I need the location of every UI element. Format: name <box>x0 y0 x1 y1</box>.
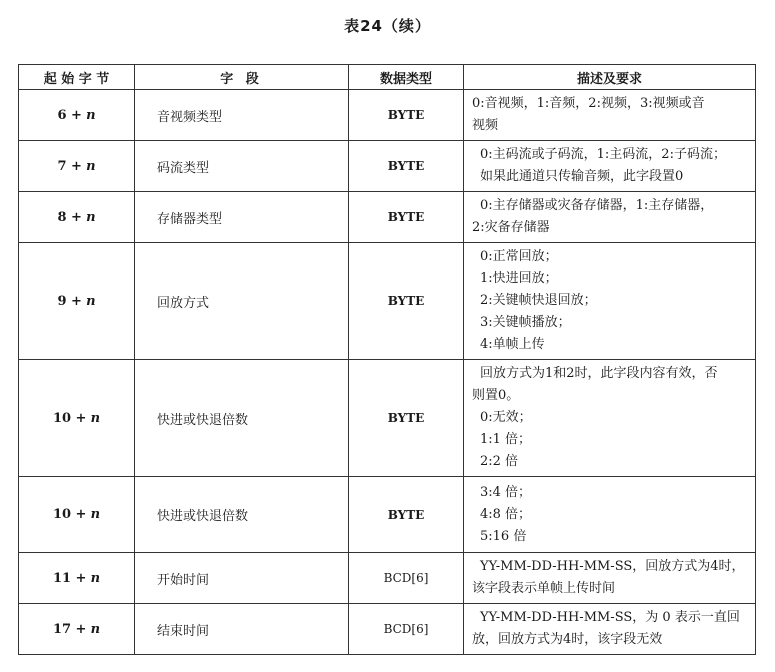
offset-var: n <box>90 507 101 522</box>
desc-cell <box>464 604 756 655</box>
table-row <box>19 192 756 243</box>
offset-var: n <box>86 209 96 225</box>
type-cell: BYTE <box>349 90 464 141</box>
desc-line: 如果此通道只传输音频，此字段置0 <box>480 169 684 184</box>
offset-base: 8 + <box>57 209 82 225</box>
field-cell: 音视频类型 <box>135 90 349 141</box>
desc-cell <box>464 90 756 141</box>
offset-var: n <box>86 158 96 174</box>
desc-line: 0:主存储器或灾备存储器，1:主存储器， <box>480 198 714 213</box>
desc-line: 5:16 倍 <box>480 528 527 544</box>
desc-line: YY-MM-DD-HH-MM-SS，回放方式为4时， <box>480 559 745 574</box>
offset-var: n <box>90 570 101 586</box>
offset-cell <box>19 553 135 604</box>
header-row <box>19 65 756 90</box>
table-row <box>19 141 756 192</box>
field-cell: 存储器类型 <box>135 192 349 243</box>
type-cell: BYTE <box>349 360 464 477</box>
desc-cell <box>464 192 756 243</box>
offset-var: n <box>90 621 101 637</box>
offset-cell <box>19 90 135 141</box>
table-row <box>19 90 756 141</box>
table-row <box>19 243 756 360</box>
type-cell: BYTE <box>349 243 464 360</box>
field-cell: 快进或快退倍数 <box>135 477 349 553</box>
field-cell: 回放方式 <box>135 243 349 360</box>
desc-line: 1:1 倍； <box>480 432 532 447</box>
offset-base: 17 + <box>52 621 87 637</box>
desc-line: 0:无效； <box>480 410 532 425</box>
field-cell: 快进或快退倍数 <box>135 360 349 477</box>
offset-cell <box>19 604 135 655</box>
desc-line: 1:快进回放； <box>480 271 558 286</box>
desc-line: 4:8 倍； <box>480 506 532 522</box>
offset-base: 10 + <box>52 507 87 522</box>
offset-base: 9 + <box>57 293 82 309</box>
table-row <box>19 360 756 477</box>
type-cell: BYTE <box>349 141 464 192</box>
offset-base: 6 + <box>57 107 82 123</box>
desc-line: 2:关键帧快退回放； <box>480 293 597 308</box>
desc-line: 回放方式为1和2时，此字段内容有效，否 <box>480 366 718 381</box>
offset-cell <box>19 477 135 553</box>
desc-line: 该字段表示单帧上传时间 <box>472 581 616 596</box>
desc-line: 4:单帧上传 <box>480 337 545 352</box>
desc-cell <box>464 553 756 604</box>
desc-line: 2:2 倍 <box>480 454 519 469</box>
offset-cell <box>19 243 135 360</box>
desc-line: YY-MM-DD-HH-MM-SS，为 0 表示一直回 <box>480 610 740 625</box>
desc-line: 放，回放方式为4时，该字段无效 <box>472 632 663 647</box>
offset-cell <box>19 192 135 243</box>
desc-line: 0:音视频，1:音频，2:视频，3:视频或音 <box>472 96 705 111</box>
offset-var: n <box>86 107 96 123</box>
desc-line: 2:灾备存储器 <box>472 220 550 235</box>
table-title: 表24（续） <box>344 17 431 35</box>
table-row <box>19 477 756 553</box>
desc-line: 3:4 倍； <box>480 484 532 500</box>
offset-base: 11 + <box>52 570 87 586</box>
type-cell: BYTE <box>349 192 464 243</box>
desc-line: 3:关键帧播放； <box>480 315 571 330</box>
header-type: 数据类型 <box>349 65 464 90</box>
field-cell: 码流类型 <box>135 141 349 192</box>
type-cell: BYTE <box>349 477 464 553</box>
header-field: 字 段 <box>135 65 349 90</box>
desc-cell <box>464 477 756 553</box>
offset-base: 10 + <box>52 410 87 426</box>
field-cell: 结束时间 <box>135 604 349 655</box>
offset-base: 7 + <box>57 158 82 174</box>
desc-line: 视频 <box>472 118 499 133</box>
desc-cell <box>464 141 756 192</box>
offset-cell <box>19 360 135 477</box>
type-cell: BCD[6] <box>349 604 464 655</box>
spec-table <box>18 64 756 655</box>
type-cell: BCD[6] <box>349 553 464 604</box>
header-desc: 描述及要求 <box>464 65 756 90</box>
header-offset: 起 始 字 节 <box>19 65 135 90</box>
offset-var: n <box>90 410 101 426</box>
field-cell: 开始时间 <box>135 553 349 604</box>
table-row <box>19 604 756 655</box>
desc-line: 0:正常回放； <box>480 249 558 264</box>
desc-cell <box>464 243 756 360</box>
desc-line: 则置0。 <box>472 388 520 403</box>
offset-var: n <box>86 293 96 309</box>
table-row <box>19 553 756 604</box>
desc-line: 0:主码流或子码流，1:主码流，2:子码流； <box>480 147 726 162</box>
offset-cell <box>19 141 135 192</box>
desc-cell <box>464 360 756 477</box>
